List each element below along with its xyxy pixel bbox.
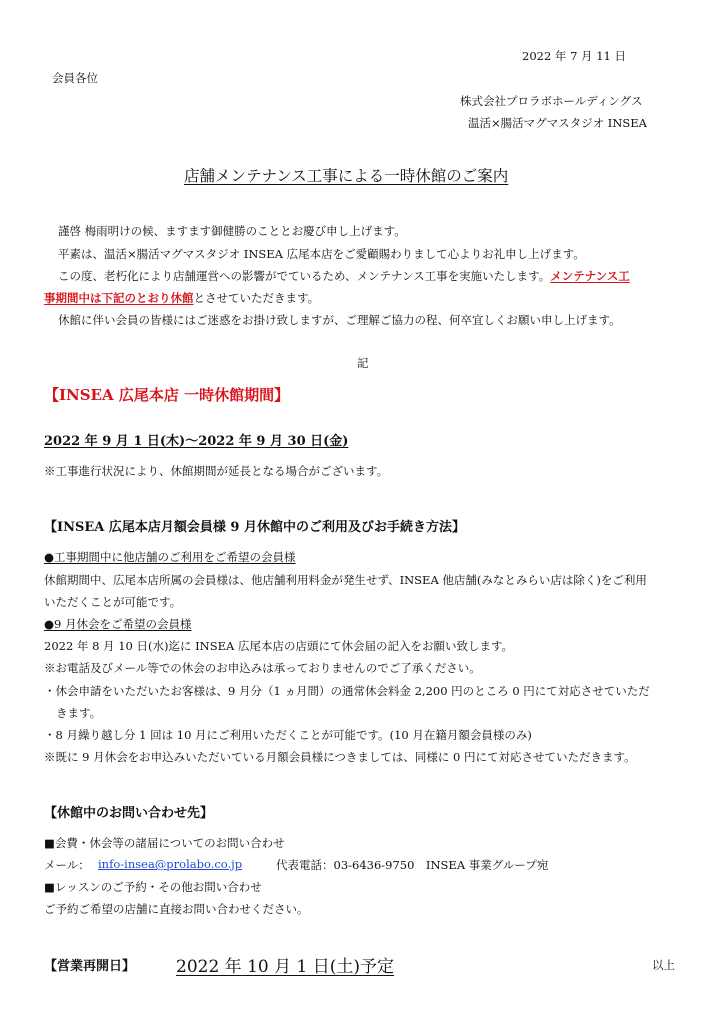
intro-line: 平素は、温活×腸活マグマスタジオ INSEA 広尾本店をご愛顧賜わりまして心よりお礼申し上げます。 <box>58 247 585 261</box>
contact-item: ■会費・休会等の諸届についてのお問い合わせ <box>44 836 285 850</box>
company-name: 株式会社プロラボホールディングス <box>460 94 643 108</box>
contact-phone: 代表電話：03-6436-9750 INSEA 事業グループ宛 <box>276 858 549 872</box>
contact-item: ■レッスンのご予約・その他お問い合わせ <box>44 880 262 894</box>
members-text: ・8 月繰り越し分 1 回は 10 月にご利用いただくことが可能です。(10 月在籍月額会員様のみ) <box>44 728 532 742</box>
members-text: ※お電話及びメール等での休会のお申込みは承っておりませんのでご了承ください。 <box>44 661 481 675</box>
members-text: 2022 年 8 月 10 日(水)迄に INSEA 広尾本店の店頭にて休会届の記入をお願い致します。 <box>44 639 514 653</box>
contact-text: ご予約ご希望の店舗に直接お問い合わせください。 <box>44 902 309 916</box>
intro-text: この度、老朽化により店舗運営への影響がでているため、メンテナンス工事を実施いたします。 <box>58 269 551 283</box>
closure-highlight: メンテナンス工 <box>550 269 630 283</box>
members-text: 休館期間中、広尾本店所属の会員様は、他店舗利用料金が発生せず、INSEA 他店舗(みなとみらい店は除く)をご利用 <box>44 573 647 587</box>
studio-name: 温活×腸活マグマスタジオ INSEA <box>468 116 647 130</box>
recipient: 会員各位 <box>52 71 98 85</box>
document-date: 2022 年 7 月 11 日 <box>522 49 626 63</box>
closure-period: 2022 年 9 月 1 日(木)～2022 年 9 月 30 日(金) <box>44 434 349 449</box>
ki-mark: 記 <box>357 356 369 370</box>
intro-line: 謹啓 梅雨明けの候、ますます御健勝のこととお慶び申し上げます。 <box>58 224 406 238</box>
closing-mark: 以上 <box>652 958 675 972</box>
closure-note: ※工事進行状況により、休館期間が延長となる場合がございます。 <box>44 464 389 478</box>
email-link[interactable]: info-insea@prolabo.co.jp <box>98 857 243 871</box>
page-title: 店舗メンテナンス工事による一時休館のご案内 <box>184 167 509 185</box>
members-text: いただくことが可能です。 <box>44 595 182 609</box>
intro-line <box>58 268 630 284</box>
closure-highlight: 事期間中は下記のとおり休館 <box>44 291 194 305</box>
members-heading: 【INSEA 広尾本店月額会員様 9 月休館中のご利用及びお手続き方法】 <box>44 520 465 535</box>
members-subheading: ●9 月休会をご希望の会員様 <box>44 617 192 631</box>
contact-mail-label: メール： <box>44 858 90 872</box>
contact-heading: 【休館中のお問い合わせ先】 <box>44 806 214 821</box>
intro-line <box>44 290 319 306</box>
members-subheading: ●工事期間中に他店舗のご利用をご希望の会員様 <box>44 550 296 564</box>
members-text: ・休会申請をいただいたお客様は、9 月分（1 ヵ月間）の通常休会料金 2,200 円のところ 0 円にて対応させていただ <box>44 684 650 698</box>
intro-text: とさせていただきます。 <box>193 291 320 305</box>
reopen-label: 【営業再開日】 <box>44 959 136 974</box>
members-text: きます。 <box>56 706 102 720</box>
members-text: ※既に 9 月休会をお申込みいただいている月額会員様につきましては、同様に 0 円にて対応させていただきます。 <box>44 750 636 764</box>
closure-heading: 【INSEA 広尾本店 一時休館期間】 <box>44 386 290 404</box>
reopen-date: 2022 年 10 月 1 日(土)予定 <box>176 957 394 977</box>
intro-line: 休館に伴い会員の皆様にはご迷惑をお掛け致しますが、ご理解ご協力の程、何卒宜しくお願い申し上げます。 <box>58 313 621 327</box>
